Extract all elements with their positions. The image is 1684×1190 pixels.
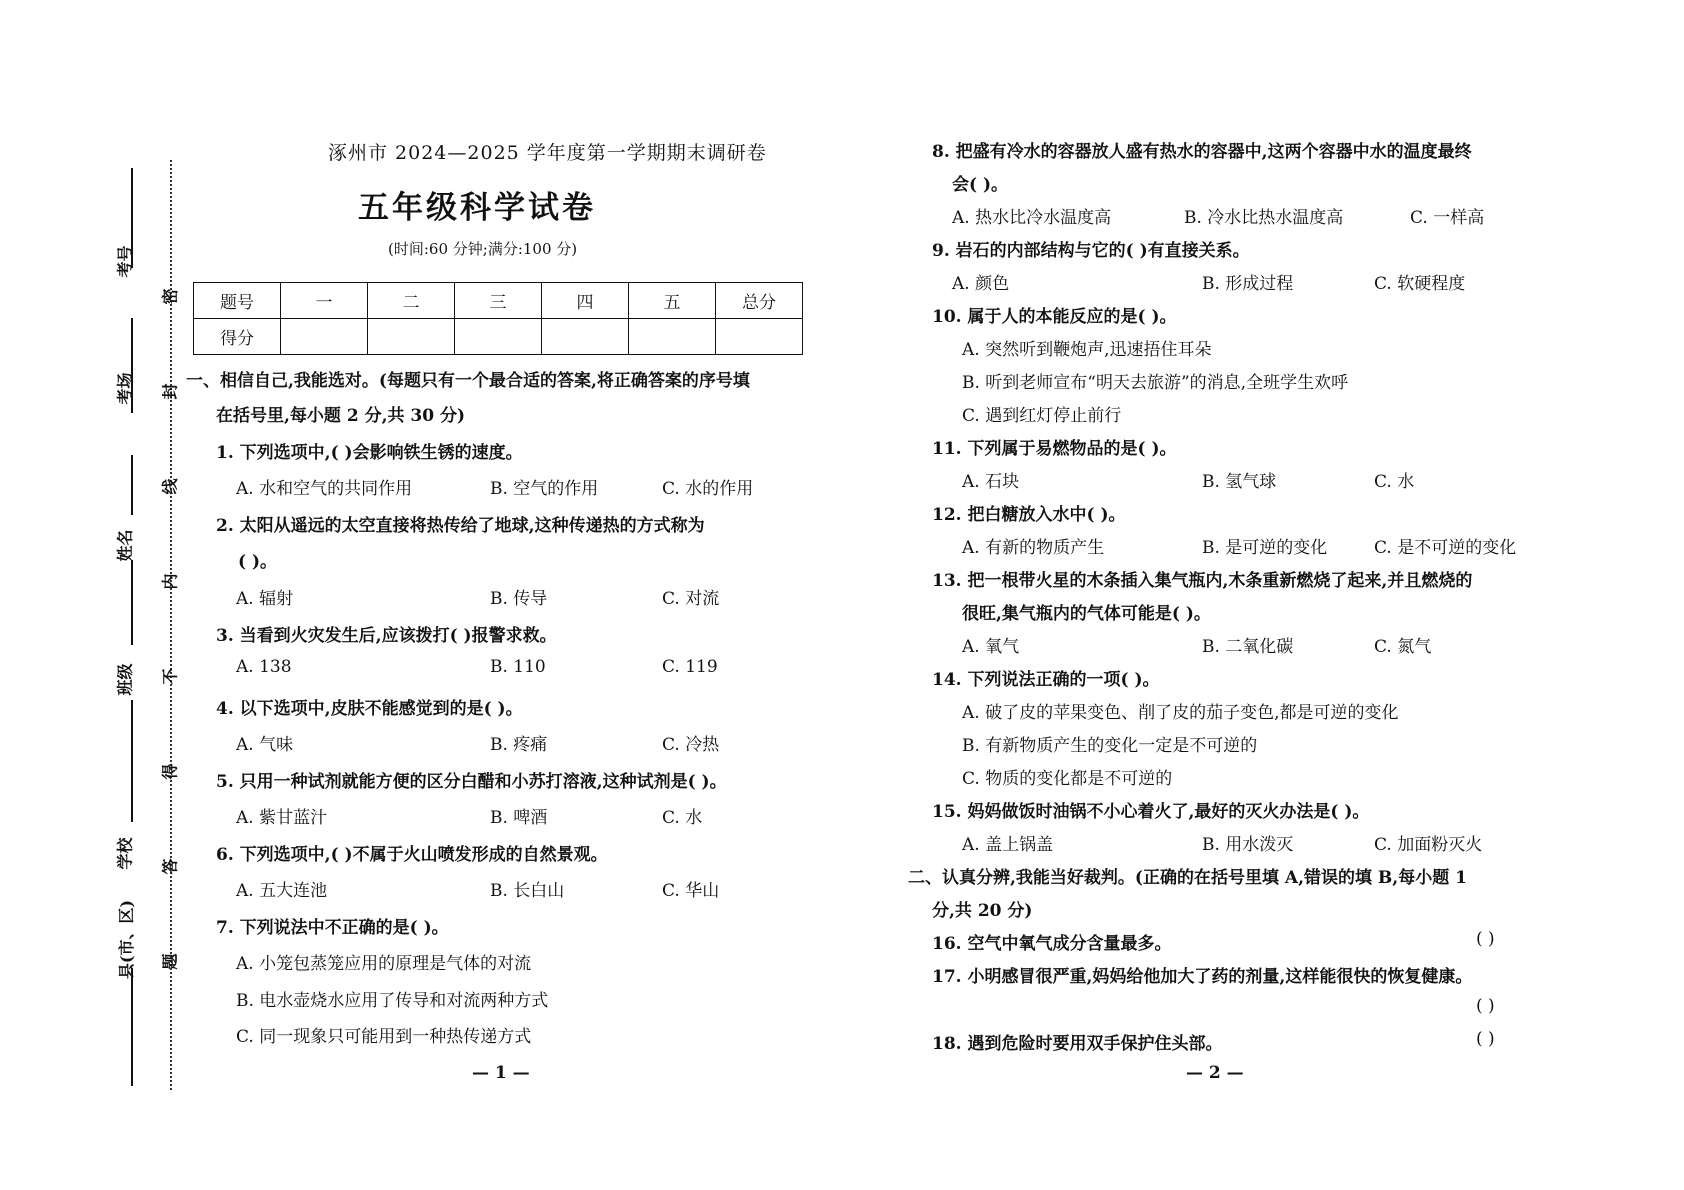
option-b: B. 是可逆的变化 bbox=[1202, 538, 1328, 558]
judgement-item: 16. 空气中氧气成分含量最多。 bbox=[932, 934, 1172, 954]
option-a: A. 盖上锅盖 bbox=[962, 835, 1054, 855]
option-c: C. 同一现象只可能用到一种热传递方式 bbox=[236, 1027, 532, 1047]
option-c: C. 物质的变化都是不可逆的 bbox=[962, 769, 1173, 789]
question-stem: 8. 把盛有冷水的容器放人盛有热水的容器中,这两个容器中水的温度最终 bbox=[932, 142, 1472, 162]
option-c: C. 水 bbox=[662, 808, 703, 828]
option-b: B. 二氧化碳 bbox=[1202, 637, 1294, 657]
binding-field-exam-number: 考号 bbox=[115, 245, 135, 278]
option-a: A. 小笼包蒸笼应用的原理是气体的对流 bbox=[236, 954, 532, 974]
question-stem: 11. 下列属于易燃物品的是( )。 bbox=[932, 439, 1177, 459]
page-number: — 1 — bbox=[472, 1063, 530, 1083]
page-number: — 2 — bbox=[1186, 1063, 1244, 1083]
option-c: C. 119 bbox=[662, 657, 718, 677]
question-stem-cont: 会( )。 bbox=[952, 175, 1009, 195]
option-a: A. 破了皮的苹果变色、削了皮的茄子变色,都是可逆的变化 bbox=[962, 703, 1399, 723]
exam-name: 涿州市 2024—2025 学年度第一学期期末调研卷 bbox=[328, 142, 767, 164]
section-2-heading-cont: 分,共 20 分) bbox=[932, 901, 1033, 921]
option-b: B. 空气的作用 bbox=[490, 479, 599, 499]
option-a: A. 颜色 bbox=[952, 274, 1010, 294]
option-c: C. 软硬程度 bbox=[1374, 274, 1466, 294]
option-b: B. 110 bbox=[490, 657, 546, 677]
seal-char: 答 bbox=[160, 858, 180, 875]
question-stem: 10. 属于人的本能反应的是( )。 bbox=[932, 307, 1177, 327]
option-b: B. 用水泼灭 bbox=[1202, 835, 1294, 855]
score-table-header-cell: 五 bbox=[629, 283, 716, 319]
binding-line bbox=[131, 560, 133, 645]
score-table-label-cell: 得分 bbox=[194, 319, 281, 355]
option-b: B. 长白山 bbox=[490, 881, 565, 901]
score-table-header-cell: 题号 bbox=[194, 283, 281, 319]
question-stem-cont: ( )。 bbox=[238, 552, 278, 572]
score-input-cell[interactable] bbox=[368, 319, 455, 355]
option-c: C. 冷热 bbox=[662, 735, 720, 755]
seal-char: 密 bbox=[160, 288, 180, 305]
score-table-header-row bbox=[194, 283, 803, 319]
option-a: A. 水和空气的共同作用 bbox=[236, 479, 413, 499]
score-input-cell[interactable] bbox=[455, 319, 542, 355]
page-title: 五年级科学试卷 bbox=[358, 190, 596, 226]
score-table-header-cell: 四 bbox=[542, 283, 629, 319]
question-stem: 15. 妈妈做饭时油锅不小心着火了,最好的灭火办法是( )。 bbox=[932, 802, 1370, 822]
section-2-heading: 二、认真分辨,我能当好裁判。(正确的在括号里填 A,错误的填 B,每小题 1 bbox=[908, 868, 1467, 888]
question-stem: 2. 太阳从遥远的太空直接将热传给了地球,这种传递热的方式称为 bbox=[216, 516, 705, 536]
option-c: C. 对流 bbox=[662, 589, 720, 609]
question-stem-cont: 很旺,集气瓶内的气体可能是( )。 bbox=[962, 604, 1211, 624]
question-stem: 13. 把一根带火星的木条插入集气瓶内,木条重新燃烧了起来,并且燃烧的 bbox=[932, 571, 1473, 591]
score-table-header-cell: 二 bbox=[368, 283, 455, 319]
option-c: C. 一样高 bbox=[1410, 208, 1485, 228]
option-a: A. 紫甘蓝汁 bbox=[236, 808, 328, 828]
option-b: B. 氢气球 bbox=[1202, 472, 1277, 492]
score-table bbox=[193, 282, 803, 355]
option-c: C. 是不可逆的变化 bbox=[1374, 538, 1517, 558]
binding-line bbox=[131, 968, 133, 1086]
question-stem: 5. 只用一种试剂就能方便的区分白醋和小苏打溶液,这种试剂是( )。 bbox=[216, 772, 727, 792]
binding-field-school: 学校 bbox=[115, 837, 135, 870]
question-stem: 9. 岩石的内部结构与它的( )有直接关系。 bbox=[932, 241, 1250, 261]
binding-line bbox=[131, 700, 133, 822]
question-stem: 14. 下列说法正确的一项( )。 bbox=[932, 670, 1160, 690]
option-c: C. 水 bbox=[1374, 472, 1415, 492]
question-stem: 4. 以下选项中,皮肤不能感觉到的是( )。 bbox=[216, 699, 523, 719]
option-b: B. 啤酒 bbox=[490, 808, 548, 828]
option-b: B. 电水壶烧水应用了传导和对流两种方式 bbox=[236, 991, 549, 1011]
option-b: B. 形成过程 bbox=[1202, 274, 1294, 294]
score-table-score-row bbox=[194, 319, 803, 355]
score-table-header-cell: 总分 bbox=[716, 283, 803, 319]
option-a: A. 五大连池 bbox=[236, 881, 328, 901]
option-c: C. 遇到红灯停止前行 bbox=[962, 406, 1122, 426]
score-table-header-cell: 三 bbox=[455, 283, 542, 319]
answer-parentheses[interactable]: ( ) bbox=[1476, 996, 1495, 1016]
score-input-cell[interactable] bbox=[629, 319, 716, 355]
score-table-header-cell: 一 bbox=[281, 283, 368, 319]
section-1-heading-cont: 在括号里,每小题 2 分,共 30 分) bbox=[216, 406, 466, 426]
answer-parentheses[interactable]: ( ) bbox=[1476, 929, 1495, 949]
option-c: C. 氮气 bbox=[1374, 637, 1432, 657]
judgement-item: 18. 遇到危险时要用双手保护住头部。 bbox=[932, 1034, 1223, 1054]
judgement-item: 17. 小明感冒很严重,妈妈给他加大了药的剂量,这样能很快的恢复健康。 bbox=[932, 967, 1473, 987]
option-a: A. 辐射 bbox=[236, 589, 294, 609]
seal-char: 内 bbox=[160, 573, 180, 590]
binding-line bbox=[131, 455, 133, 515]
score-input-cell[interactable] bbox=[542, 319, 629, 355]
option-c: C. 加面粉灭火 bbox=[1374, 835, 1483, 855]
option-a: A. 氧气 bbox=[962, 637, 1020, 657]
answer-parentheses[interactable]: ( ) bbox=[1476, 1029, 1495, 1049]
binding-field-county: 县(市、区) bbox=[117, 899, 137, 980]
question-stem: 6. 下列选项中,( )不属于火山喷发形成的自然景观。 bbox=[216, 845, 608, 865]
option-a: A. 气味 bbox=[236, 735, 294, 755]
option-b: B. 听到老师宣布“明天去旅游”的消息,全班学生欢呼 bbox=[962, 373, 1349, 393]
option-c: C. 水的作用 bbox=[662, 479, 754, 499]
question-stem: 7. 下列说法中不正确的是( )。 bbox=[216, 918, 449, 938]
option-b: B. 冷水比热水温度高 bbox=[1184, 208, 1344, 228]
option-c: C. 华山 bbox=[662, 881, 720, 901]
question-stem: 1. 下列选项中,( )会影响铁生锈的速度。 bbox=[216, 443, 523, 463]
binding-field-class: 班级 bbox=[115, 663, 135, 696]
score-input-cell[interactable] bbox=[281, 319, 368, 355]
seal-char: 题 bbox=[160, 953, 180, 970]
option-a: A. 138 bbox=[236, 657, 292, 677]
binding-field-name: 姓名 bbox=[115, 529, 135, 562]
exam-info: (时间:60 分钟;满分:100 分) bbox=[388, 240, 578, 258]
question-stem: 12. 把白糖放入水中( )。 bbox=[932, 505, 1126, 525]
option-b: B. 疼痛 bbox=[490, 735, 548, 755]
binding-field-exam-room: 考场 bbox=[115, 372, 135, 405]
option-a: A. 突然听到鞭炮声,迅速捂住耳朵 bbox=[962, 340, 1212, 360]
seal-char: 线 bbox=[160, 478, 180, 495]
option-b: B. 传导 bbox=[490, 589, 548, 609]
section-1-heading: 一、相信自己,我能选对。(每题只有一个最合适的答案,将正确答案的序号填 bbox=[186, 371, 750, 391]
option-b: B. 有新物质产生的变化一定是不可逆的 bbox=[962, 736, 1258, 756]
question-stem: 3. 当看到火灾发生后,应该拨打( )报警求救。 bbox=[216, 626, 557, 646]
option-a: A. 热水比冷水温度高 bbox=[952, 208, 1112, 228]
option-a: A. 有新的物质产生 bbox=[962, 538, 1105, 558]
seal-char: 不 bbox=[160, 668, 180, 685]
option-a: A. 石块 bbox=[962, 472, 1020, 492]
seal-char: 封 bbox=[160, 383, 180, 400]
score-input-cell[interactable] bbox=[716, 319, 803, 355]
seal-char: 得 bbox=[160, 763, 180, 780]
